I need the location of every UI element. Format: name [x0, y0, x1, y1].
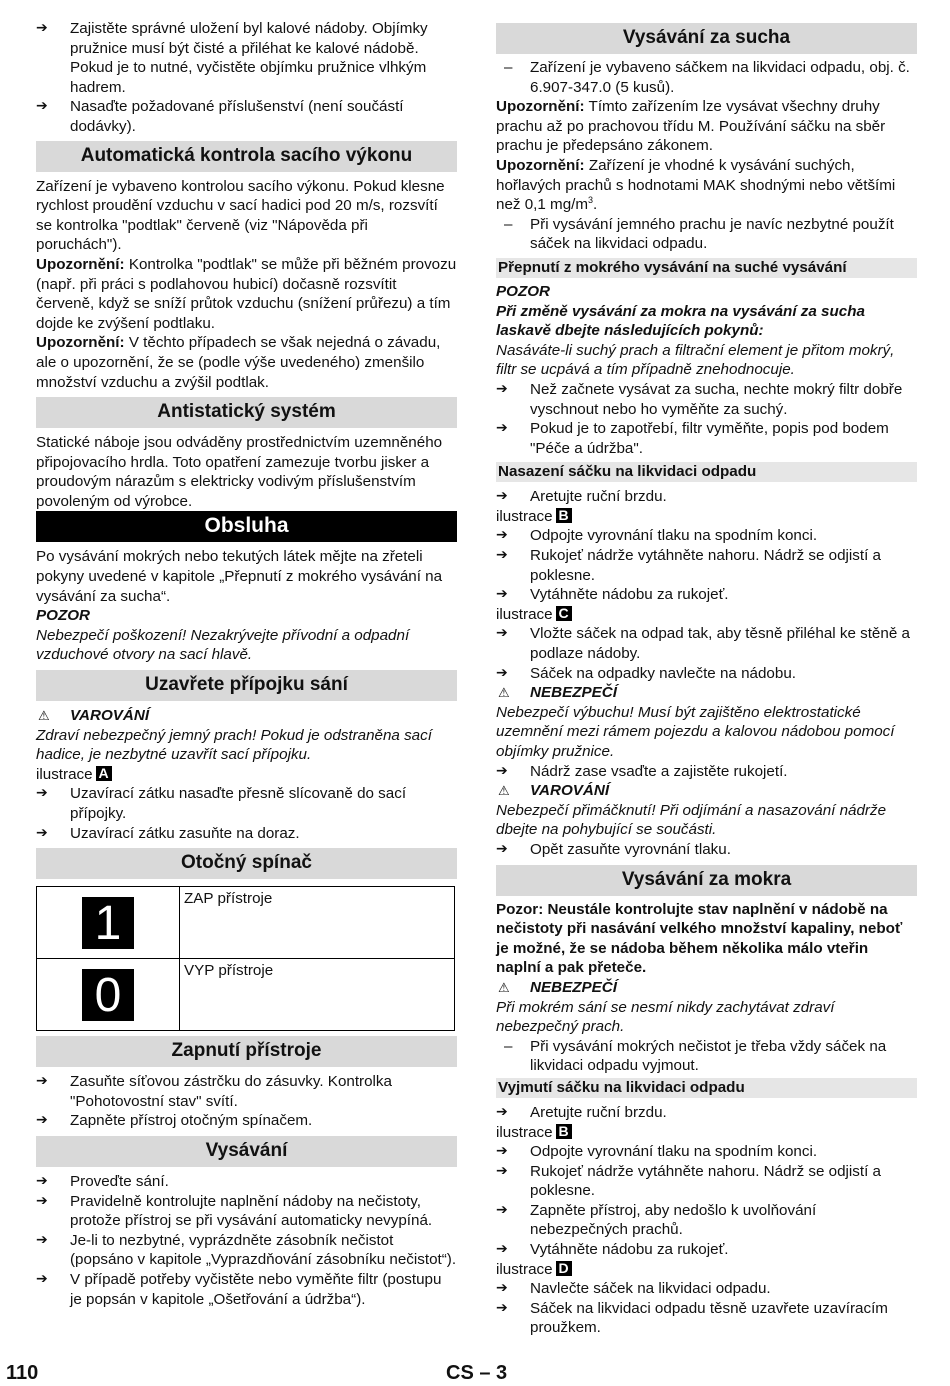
section-heading: Antistatický systém — [36, 397, 457, 428]
illustration-badge: D — [556, 1261, 572, 1276]
illustration-badge: B — [556, 508, 572, 523]
arrow-icon: ➔ — [36, 1112, 48, 1129]
arrow-icon: ➔ — [496, 1299, 508, 1316]
list-item: ➔ Zapněte přístroj otočným spínačem. — [36, 1112, 313, 1130]
table-cell: ZAP přístroje — [180, 887, 455, 959]
paragraph: Při změně vysávání za mokra na vysávání za sucha laskavě dbejte následujících pokynů: — [496, 302, 865, 340]
list-item: ➔ Sáček na likvidaci odpadu těsně uzavřete uzavíracím proužkem. — [496, 1299, 888, 1337]
arrow-icon: ➔ — [496, 1162, 508, 1179]
warning-icon: ⚠ — [498, 686, 510, 702]
list-item: ➔ Vytáhněte nádobu za rukojeť. — [496, 1241, 729, 1259]
paragraph: Zdraví nebezpečný jemný prach! Pokud je odstraněna sací hadice, je nezbytné uzavřít sací přípojku. — [36, 726, 432, 764]
list-item: ➔ Odpojte vyrovnání tlaku na spodním konci. — [496, 527, 818, 545]
section-heading: Automatická kontrola sacího výkonu — [36, 141, 457, 172]
paragraph: Nebezpečí poškození! Nezakrývejte přívodní a odpadní vzduchové otvory na sací hlavě. — [36, 626, 410, 664]
list-item: – Při vysávání mokrých nečistot je třeba vždy sáček na likvidaci odpadu vyjmout. — [504, 1037, 887, 1075]
arrow-icon: ➔ — [496, 840, 508, 857]
subsection-heading: Nasazení sáčku na likvidaci odpadu — [496, 462, 917, 482]
right-column — [496, 0, 917, 1338]
caution-label: POZOR — [36, 607, 91, 625]
paragraph: Zařízení je vybaveno kontrolou sacího výkonu. Pokud klesne rychlost proudění vzduchu v sací hadici pod 20 m/s, rozsvítí se kontrolka "podtlak" červeně (viz "Nápověda při poruchách"). — [36, 177, 445, 254]
illustration-ref: ilustrace C — [496, 605, 917, 625]
list-item: ➔ Zapněte přístroj, aby nedošlo k uvolňování nebezpečných prachů. — [496, 1201, 817, 1239]
illustration-badge: C — [556, 606, 572, 621]
list-item: ➔ Vložte sáček na odpad tak, aby těsně přiléhal ke stěně a podlaze nádoby. — [496, 625, 910, 663]
list-item: ➔ Vytáhněte nádobu za rukojeť. — [496, 586, 729, 604]
caution-label: POZOR — [496, 282, 551, 300]
arrow-icon: ➔ — [36, 1073, 48, 1090]
list-item: ➔ Navlečte sáček na likvidaci odpadu. — [496, 1280, 771, 1298]
arrow-icon: ➔ — [496, 664, 508, 681]
subsection-heading: Vyjmutí sáčku na likvidaci odpadu — [496, 1078, 917, 1098]
paragraph: Při mokrém sání se nesmí nikdy zachytávat zdraví nebezpečný prach. — [496, 998, 835, 1036]
section-heading: Vysávání za sucha — [496, 23, 917, 54]
arrow-icon: ➔ — [496, 488, 508, 505]
arrow-icon: ➔ — [36, 1270, 48, 1287]
paragraph: Upozornění: Kontrolka "podtlak" se může při běžném provozu (např. při práci s podlahovou hubicí) dočasně rozsvítit červeně, když se sníží průtok vzduchu (snížení průřezu) a tím dojde ke zvýšení podtlaku. — [36, 255, 457, 332]
section-heading: Zapnutí přístroje — [36, 1036, 457, 1067]
section-heading: Otočný spínač — [36, 848, 457, 879]
list-item: ➔ Je-li to nezbytné, vyprázdněte zásobník nečistot (popsáno v kapitole „Vyprazdňování zásobníku nečistot“). — [36, 1231, 457, 1269]
list-item: ➔ Aretujte ruční brzdu. — [496, 1103, 667, 1121]
arrow-icon: ➔ — [496, 380, 508, 397]
list-item: ➔ Pravidelně kontrolujte naplnění nádoby na nečistoty, protože přístroj se při vysávání automaticky nevypíná. — [36, 1192, 433, 1230]
list-item: ➔ Rukojeť nádrže vytáhněte nahoru. Nádrž se odjistí a poklesne. — [496, 547, 881, 584]
list-item: ➔ V případě potřeby vyčistěte nebo vyměňte filtr (postupu je popsán v kapitole „Ošetřování a údržba“). — [36, 1270, 442, 1308]
section-heading: Uzavřete přípojku sání — [36, 670, 457, 701]
warning-icon: ⚠ — [498, 784, 510, 800]
switch-table — [36, 886, 455, 1031]
section-heading: Vysávání — [36, 1136, 457, 1167]
paragraph: Nebezpečí výbuchu! Musí být zajištěno elektrostatické uzemnění mezi rámem pojezdu a kalovou nádobou pomocí objímky pružnice. — [496, 703, 895, 760]
illustration-ref: ilustrace B — [496, 507, 917, 527]
illustration-ref: ilustrace B — [496, 1123, 917, 1143]
paragraph: Nebezpečí přimáčknutí! Při odjímání a nasazování nádrže dbejte na pohybující se součásti. — [496, 801, 887, 839]
arrow-icon: ➔ — [36, 1231, 48, 1248]
subsection-heading: Přepnutí z mokrého vysávání na suché vysávání — [496, 258, 917, 278]
switch-symbol: 1 — [82, 897, 134, 949]
arrow-icon: ➔ — [496, 1103, 508, 1120]
table-row — [37, 959, 455, 1031]
illustration-badge: B — [556, 1124, 572, 1139]
arrow-icon: ➔ — [496, 1201, 508, 1218]
danger-label: ⚠ NEBEZPEČÍ — [496, 683, 917, 703]
arrow-icon: ➔ — [36, 824, 48, 841]
list-item: – Zařízení je vybaveno sáčkem na likvidaci odpadu, obj. č. 6.907-347.0 (5 kusů). — [504, 59, 910, 96]
page-number: 110 — [6, 1362, 39, 1384]
chapter-heading: Obsluha — [36, 511, 457, 542]
list-item: ➔ Odpojte vyrovnání tlaku na spodním konci. — [496, 1143, 818, 1161]
arrow-icon: ➔ — [36, 785, 48, 802]
paragraph: Statické náboje jsou odváděny prostřednictvím uzemněného připojovacího hrdla. Toto opatření zamezuje tvorbu jisker a proudovým nárazům s elektricky vodivým příslušenstvím povoleným od výrobce. — [36, 434, 443, 510]
arrow-icon: ➔ — [36, 98, 48, 115]
warning-label: ⚠ VAROVÁNÍ — [36, 706, 457, 726]
list-item: ➔ Sáček na odpadky navlečte na nádobu. — [496, 664, 796, 682]
paragraph: Nasáváte-li suchý prach a filtrační element je přitom mokrý, filtr se ucpává a tím případně znehodnocuje. — [496, 341, 895, 379]
paragraph: Upozornění: Tímto zařízením lze vysávat všechny druhy prachu až po prachovou třídu M. Používání sáčku na sběr prachu je předepsáno zákonem. — [496, 98, 886, 155]
warning-icon: ⚠ — [38, 709, 50, 725]
paragraph: Pozor: Neustále kontrolujte stav naplnění v nádobě na nečistoty při nasávání velkého množství kapaliny, neboť je možné, že se nádoba během několika málo vteřin naplní a pak přeteče. — [496, 900, 903, 977]
list-item: ➔ Uzavírací zátku zasuňte na doraz. — [36, 824, 300, 842]
arrow-icon: ➔ — [496, 1280, 508, 1297]
arrow-icon: ➔ — [496, 762, 508, 779]
paragraph: Po vysávání mokrých nebo tekutých látek mějte na zřeteli pokyny uvedené v kapitole „Přepnutí z mokrého vysávání na vysávání za sucha“. — [36, 548, 443, 605]
arrow-icon: ➔ — [496, 1241, 508, 1258]
illustration-ref: ilustrace D — [496, 1260, 917, 1280]
list-item: ➔ Než začnete vysávat za sucha, nechte mokrý filtr dobře vyschnout nebo ho vyměňte za suchý. — [496, 380, 903, 418]
page-code: CS – 3 — [446, 1362, 508, 1384]
warning-icon: ⚠ — [498, 980, 510, 996]
arrow-icon: ➔ — [36, 1192, 48, 1209]
paragraph: Upozornění: V těchto případech se však nejedná o závadu, ale o upozornění, že se (podle výše uvedeného) zmenšilo množství vzduchu a zvýšil podtlak. — [36, 334, 441, 391]
list-item: ➔ Pokud je to zapotřebí, filtr vyměňte, popis pod bodem "Péče a údržba". — [496, 420, 889, 457]
list-item: ➔ Nasaďte požadované příslušenství (není součástí dodávky). — [36, 98, 404, 135]
list-item: ➔ Uzavírací zátku nasaďte přesně slícovaně do sací přípojky. — [36, 785, 407, 822]
arrow-icon: ➔ — [496, 1143, 508, 1160]
arrow-icon: ➔ — [496, 527, 508, 544]
arrow-icon: ➔ — [496, 625, 508, 642]
arrow-icon: ➔ — [496, 586, 508, 603]
arrow-icon: ➔ — [36, 20, 48, 36]
left-column — [36, 0, 457, 1309]
list-item: ➔ Proveďte sání. — [36, 1172, 169, 1190]
illustration-ref: ilustrace A — [36, 765, 457, 785]
danger-label: ⚠ NEBEZPEČÍ — [496, 978, 917, 998]
list-item: ➔ Rukojeť nádrže vytáhněte nahoru. Nádrž se odjistí a poklesne. — [496, 1162, 881, 1200]
list-item: ➔ Aretujte ruční brzdu. — [496, 488, 667, 506]
table-cell: VYP přístroje — [180, 959, 455, 1031]
paragraph: Upozornění: Zařízení je vhodné k vysávání suchých, hořlavých prachů s hodnotami MAK shodnými nebo většími než 0,1 $mg/m^3$. — [496, 156, 896, 214]
warning-label: ⚠ VAROVÁNÍ — [496, 781, 917, 801]
arrow-icon: ➔ — [496, 547, 508, 564]
switch-symbol: 0 — [82, 969, 134, 1021]
table-row — [37, 887, 455, 959]
list-item: ➔ Nádrž zase vsaďte a zajistěte rukojetí. — [496, 762, 788, 780]
list-item: ➔ Zasuňte síťovou zástrčku do zásuvky. Kontrolka "Pohotovostní stav" svítí. — [36, 1073, 392, 1110]
section-heading: Vysávání za mokra — [496, 865, 917, 896]
illustration-badge: A — [96, 766, 112, 781]
arrow-icon: ➔ — [496, 420, 508, 437]
arrow-icon: ➔ — [36, 1172, 48, 1189]
list-item: – Při vysávání jemného prachu je navíc nezbytné použít sáček na likvidaci odpadu. — [504, 215, 894, 253]
list-item: ➔ Opět zasuňte vyrovnání tlaku. — [496, 840, 731, 858]
list-item: ➔ Zajistěte správné uložení byl kalové nádoby. Objímky pružnice musí být čisté a přiléhat ke kalové nádobě. Pokud je to nutné, vyčistěte objímku pružnice vlhkým hadrem. — [36, 20, 428, 96]
